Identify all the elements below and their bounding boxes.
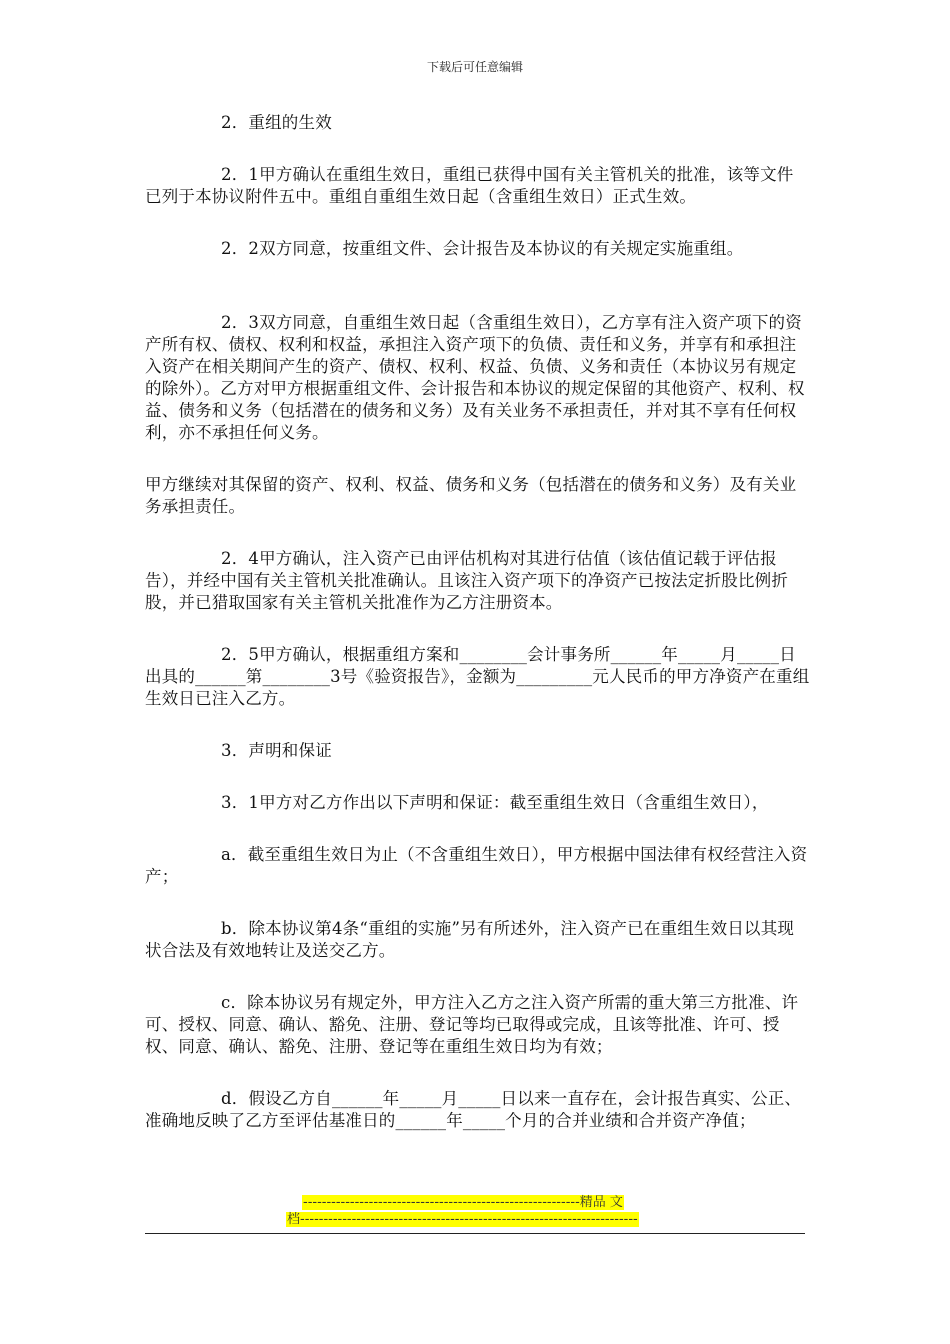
clause-3-1-c: c．除本协议另有规定外，甲方注入乙方之注入资产所需的重大第三方批准、许可、授权、同意、确认、豁免、注册、登记等均已取得或完成，且该等批准、许可、授权、同意、确认、豁免、注册、登记等在重组生效日均为有效； <box>145 993 799 1056</box>
clause-3-1-d: d．假设乙方自______年_____月_____日以来一直存在，会计报告真实、公正、准确地反映了乙方至评估基准日的______年_____个月的合并业绩和合并资产净值； <box>145 1089 802 1130</box>
section-heading-3: 3．声明和保证 <box>221 741 332 760</box>
clause-2-1: 2．1甲方确认在重组生效日，重组已获得中国有关主管机关的批准，该等文件已列于本协议附件五中。重组自重组生效日起（含重组生效日）正式生效。 <box>145 165 794 206</box>
footer-line-1: -----------------------------------------------------------精品 文 <box>303 1195 623 1210</box>
clause-3-1-a: a．截至重组生效日为止（不含重组生效日），甲方根据中国法律有权经营注入资产； <box>145 845 808 886</box>
clause-2-4: 2．4甲方确认，注入资产已由评估机构对其进行估值（该估值记载于评估报告），并经中国有关主管机关批准确认。且该注入资产项下的净资产已按法定折股比例折股，并已猎取国家有关主管机关批准作为乙方注册资本。 <box>145 549 789 612</box>
document-body <box>145 112 810 1132</box>
footer-divider <box>145 1233 805 1234</box>
clause-3-1: 3．1甲方对乙方作出以下声明和保证：截至重组生效日（含重组生效日）， <box>221 793 769 812</box>
footer-watermark <box>286 1194 662 1228</box>
clause-2-3: 2．3双方同意，自重组生效日起（含重组生效日），乙方享有注入资产项下的资产所有权、债权、权利和权益，承担注入资产项下的负债、责任和义务，并享有和承担注入资产在相关期间产生的资产、债权、权利、权益、负债、义务和责任（本协议另有规定的除外）。乙方对甲方根据重组文件、会计报告和本协议的规定保留的其他资产、权利、权益、债务和义务（包括潜在的债务和义务）及有关业务不承担责任，并对其不享有任何权利，亦不承担任何义务。 <box>145 313 805 442</box>
clause-2-2: 2．2双方同意，按重组文件、会计报告及本协议的有关规定实施重组。 <box>221 239 744 258</box>
page-header: 下载后可任意编辑 <box>426 60 523 74</box>
section-heading-2: 2．重组的生效 <box>221 113 332 132</box>
clause-3-1-b: b．除本协议第4条“重组的实施”另有所述外，注入资产已在重组生效日以其现状合法及有效地转让及送交乙方。 <box>145 919 795 960</box>
clause-2-5: 2．5甲方确认，根据重组方案和________会计事务所______年_____月_____日出具的______第________3号《验资报告》，金额为_________元人民币的甲方净资产在重组生效日已注入乙方。 <box>145 645 810 708</box>
clause-2-3-continued: 甲方继续对其保留的资产、权利、权益、债务和义务（包括潜在的债务和义务）及有关业务承担责任。 <box>145 475 797 516</box>
footer-line-2: 档------------------------------------------------------------------------ <box>287 1212 638 1227</box>
